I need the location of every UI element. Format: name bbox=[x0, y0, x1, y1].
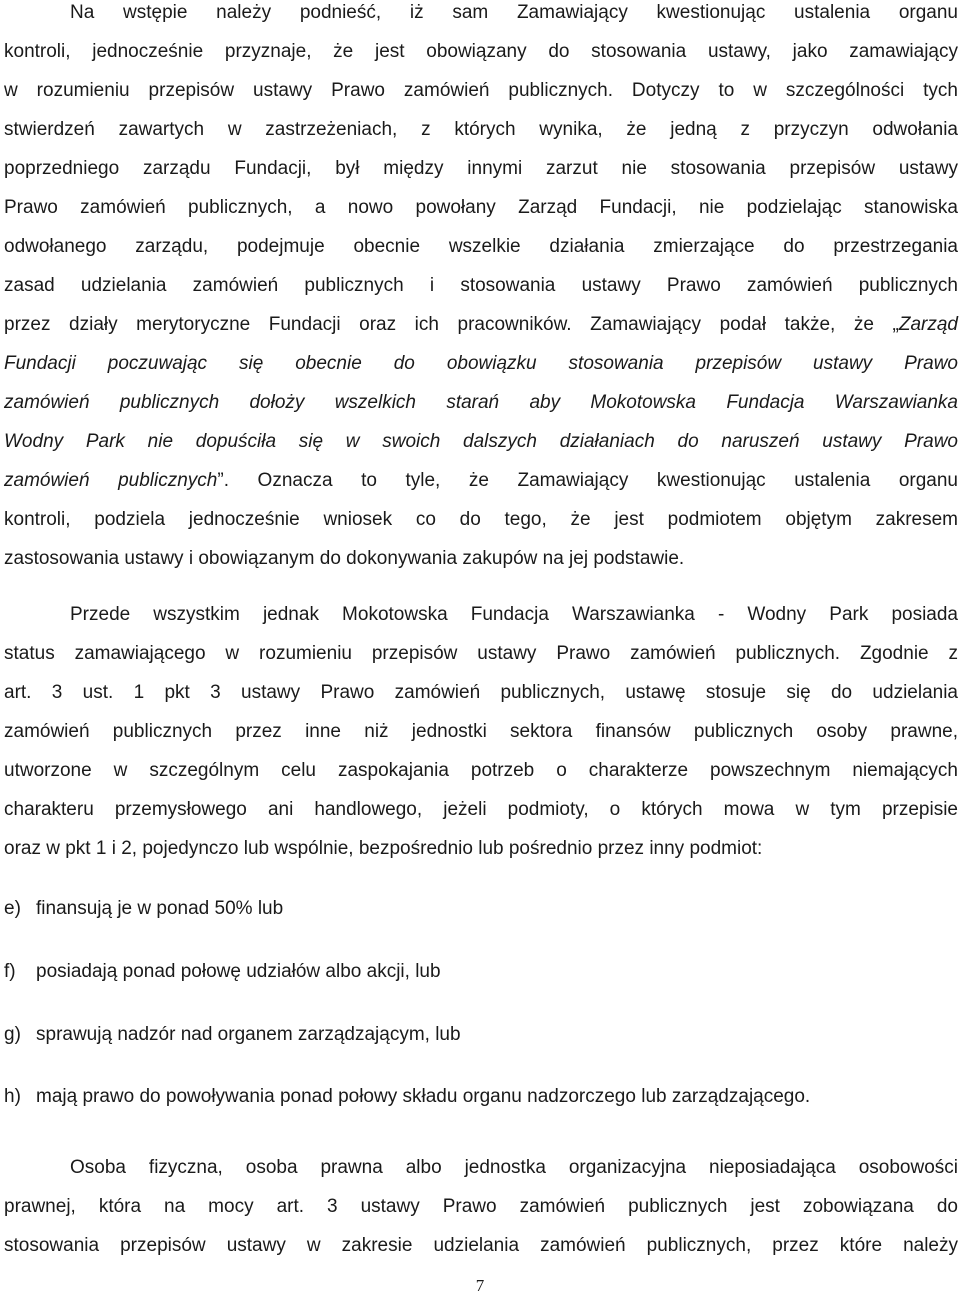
list-item-label: e) bbox=[4, 898, 21, 919]
quote-italic-segment: zamówień publicznych bbox=[4, 470, 218, 491]
text-segment: ”. Oznacza to tyle, że Zamawiający kwestionując ustalenia organu bbox=[217, 470, 959, 491]
text-line: status zamawiającego w rozumieniu przepisów ustawy Prawo zamówień publicznych. Zgodnie z bbox=[4, 643, 958, 664]
text-line: charakteru przemysłowego ani handlowego, jeżeli podmioty, o których mowa w tym przepisie bbox=[4, 799, 958, 820]
text-line: art. 3 ust. 1 pkt 3 ustawy Prawo zamówień publicznych, ustawę stosuje się do udzielania bbox=[4, 682, 958, 703]
text-line: oraz w pkt 1 i 2, pojedynczo lub wspólnie, bezpośrednio lub pośrednio przez inny podmiot: bbox=[4, 838, 763, 859]
text-line: zasad udzielania zamówień publicznych i stosowania ustawy Prawo zamówień publicznych bbox=[4, 275, 958, 296]
text-line: w rozumieniu przepisów ustawy Prawo zamówień publicznych. Dotyczy to w szczególności tych bbox=[4, 80, 958, 101]
text-line bbox=[4, 461, 958, 500]
text-line: odwołanego zarządu, podejmuje obecnie wszelkie działania zmierzające do przestrzegania bbox=[4, 236, 958, 257]
list-item-text: finansują je w ponad 50% lub bbox=[36, 898, 284, 919]
list-item-label: f) bbox=[4, 961, 16, 982]
list-item bbox=[4, 1086, 810, 1108]
text-line: stosowania przepisów ustawy w zakresie udzielania zamówień publicznych, przez które należy bbox=[4, 1235, 958, 1256]
list-item-text: mają prawo do powoływania ponad połowy składu organu nadzorczego lub zarządzającego. bbox=[36, 1086, 811, 1107]
text-line: zastosowania ustawy i obowiązanym do dokonywania zakupów na jej podstawie. bbox=[4, 548, 685, 569]
quote-italic-line bbox=[4, 344, 958, 383]
text-line: kontroli, jednocześnie przyznaje, że jest obowiązany do stosowania ustawy, jako zamawiający bbox=[4, 41, 958, 62]
text-line: Na wstępie należy podnieść, iż sam Zamawiający kwestionując ustalenia organu bbox=[70, 2, 958, 23]
paragraph-zamawiajacy-obligation bbox=[4, 0, 958, 578]
text-line: kontroli, podziela jednocześnie wniosek co do tego, że jest podmiotem objętym zakresem bbox=[4, 509, 958, 530]
text-line: Osoba fizyczna, osoba prawna albo jednostka organizacyjna nieposiadająca osobowości bbox=[70, 1157, 958, 1178]
text-line: utworzone w szczególnym celu zaspokajania potrzeb o charakterze powszechnym niemających bbox=[4, 760, 958, 781]
quote-italic-segment: Zarząd bbox=[898, 314, 958, 335]
quote-italic-line bbox=[4, 383, 958, 422]
list-item-text: sprawują nadzór nad organem zarządzającym, lub bbox=[36, 1024, 461, 1045]
quote-italic-text: Fundacji poczuwając się obecnie do obowiązku stosowania przepisów ustawy Prawo bbox=[4, 353, 958, 374]
text-line: zamówień publicznych przez inne niż jednostki sektora finansów publicznych osoby prawne, bbox=[4, 721, 958, 742]
text-line: Przede wszystkim jednak Mokotowska Fundacja Warszawianka - Wodny Park posiada bbox=[70, 604, 958, 625]
list-item bbox=[4, 898, 283, 920]
text-segment: przez działy merytoryczne Fundacji oraz ich pracowników. Zamawiający podał także, że „ bbox=[4, 314, 899, 335]
quote-italic-text: Wodny Park nie dopuściła się w swoich dalszych działaniach do naruszeń ustawy Prawo bbox=[4, 431, 958, 452]
paragraph-zamawiajacy-status bbox=[4, 595, 958, 868]
text-line: poprzedniego zarządu Fundacji, był między innymi zarzut nie stosowania przepisów ustawy bbox=[4, 158, 958, 179]
page-number: 7 bbox=[475, 1276, 485, 1295]
quote-italic-line bbox=[4, 422, 958, 461]
quote-italic-text: zamówień publicznych dołoży wszelkich starań aby Mokotowska Fundacja Warszawianka bbox=[4, 392, 958, 413]
text-line bbox=[4, 305, 958, 344]
paragraph-osoba-fizyczna bbox=[4, 1148, 958, 1265]
list-item-label: h) bbox=[4, 1086, 21, 1107]
text-line: stwierdzeń zawartych w zastrzeżeniach, z których wynika, że jedną z przyczyn odwołania bbox=[4, 119, 958, 140]
list-item bbox=[4, 961, 441, 983]
text-line: prawnej, która na mocy art. 3 ustawy Prawo zamówień publicznych jest zobowiązana do bbox=[4, 1196, 958, 1217]
list-item-text: posiadają ponad połowę udziałów albo akcji, lub bbox=[36, 961, 441, 982]
list-item bbox=[4, 1024, 461, 1046]
list-item-label: g) bbox=[4, 1024, 21, 1045]
text-line: Prawo zamówień publicznych, a nowo powołany Zarząd Fundacji, nie podzielając stanowiska bbox=[4, 197, 958, 218]
